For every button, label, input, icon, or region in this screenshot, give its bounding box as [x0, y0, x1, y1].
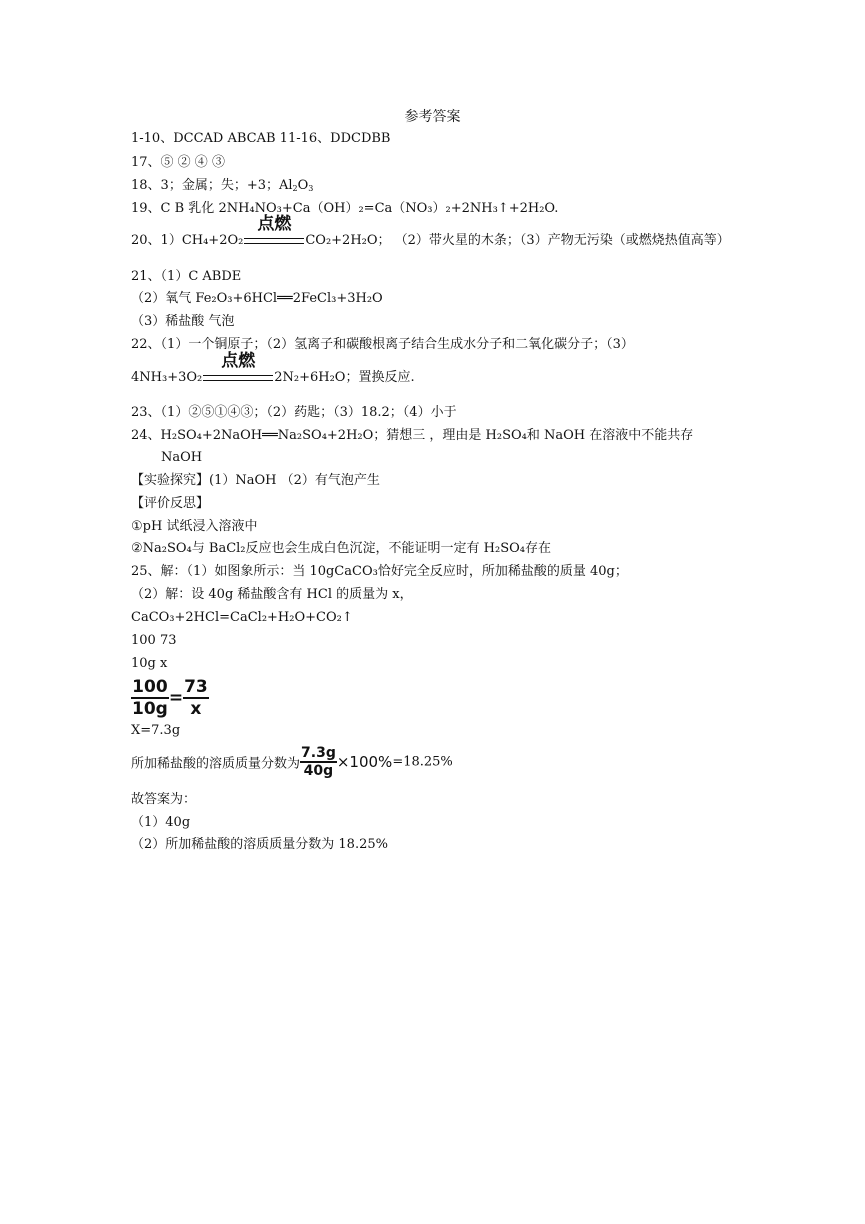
- result-x: X=7.3g: [131, 723, 181, 738]
- final-answer-2: （2）所加稀盐酸的溶质质量分数为 18.25%: [131, 837, 388, 852]
- reaction-arrow: 点燃: [244, 232, 304, 246]
- reflection-1: ①pH 试纸浸入溶液中: [131, 519, 258, 534]
- answer-line-17: 17、⑤ ② ④ ③: [131, 155, 225, 170]
- answer-line-18: 18、3；金属；失；+3；$Al_2O_3$: [131, 178, 314, 193]
- answer-line-21-3: （3）稀盐酸 气泡: [131, 314, 235, 329]
- answer-line-24: 24、H₂SO₄+2NaOH══Na₂SO₄+2H₂O；猜想三 ，理由是 H₂SO₄和 NaOH 在溶液中不能共存: [131, 428, 694, 443]
- equation: CaCO₃+2HCl=CaCl₂+H₂O+CO₂↑: [131, 610, 353, 625]
- answer-line-20: 20、1）CH₄+2O₂ 点燃 CO₂+2H₂O； （2）带火星的木条；（3）产物无污染（或燃烧热值高等）: [131, 214, 730, 248]
- ratio-top: 100 73: [131, 633, 177, 648]
- reaction-arrow: 点燃: [203, 369, 273, 383]
- answer-line-19: 19、C B 乳化 2NH₄NO₃+Ca（OH）₂=Ca（NO₃）₂+2NH₃↑+2H₂O.: [131, 201, 559, 216]
- answer-heading: 故答案为：: [131, 792, 197, 807]
- answer-line-1-16: 1-10、DCCAD ABCAB 11-16、DDCDBB: [131, 131, 391, 146]
- answer-line-22: 22、（1）一个铜原子；（2）氢离子和碳酸根离子结合生成水分子和二氧化碳分子；（3）: [131, 337, 634, 352]
- final-answer-1: （1）40g: [131, 815, 191, 830]
- page-title: 参考答案: [404, 109, 461, 125]
- reflection-2: ②Na₂SO₄与 BaCl₂反应也会生成白色沉淀，不能证明一定有 H₂SO₄存在: [131, 541, 551, 556]
- answer-line-23: 23、（1）②⑤①④③；（2）药匙；（3）18.2；（4）小于: [131, 405, 457, 420]
- answer-line-21-2: （2）氧气 Fe₂O₃+6HCl══2FeCl₃+3H₂O: [131, 291, 383, 306]
- answer-line-25: 25、解：（1）如图象所示：当 10gCaCO₃恰好完全反应时，所加稀盐酸的质量 40g；: [131, 564, 628, 579]
- section-reflection: 【评价反思】: [131, 496, 210, 511]
- answer-line-25-2: （2）解：设 40g 稀盐酸含有 HCl 的质量为 x，: [131, 587, 413, 602]
- answer-line-22-3: 4NH₃+3O₂ 点燃 2N₂+6H₂O；置换反应.: [131, 351, 415, 385]
- answer-line-21: 21、（1）C ABDE: [131, 269, 242, 284]
- mass-fraction-line: 所加稀盐酸的溶质质量分数为 $\frac{7.3g}{40g}$ ×100%=18.25%: [131, 745, 453, 779]
- proportion-fraction: $\frac{100}{10g}$ = $\frac{73}{x}$: [132, 677, 208, 719]
- answer-line-24-2: NaOH: [161, 450, 203, 465]
- section-experiment: 【实验探究】(1）NaOH （2）有气泡产生: [131, 473, 380, 488]
- ratio-bottom: 10g x: [131, 656, 168, 671]
